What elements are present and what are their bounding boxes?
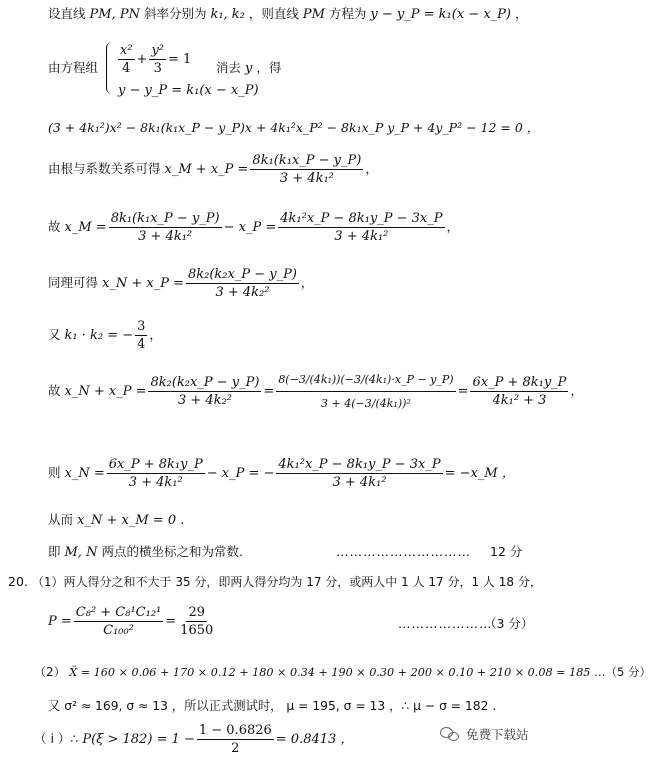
fraction bbox=[118, 44, 135, 75]
math: − x_P = − bbox=[206, 466, 275, 481]
den: 2 bbox=[231, 741, 240, 756]
den: 3 + 4k₁² bbox=[128, 475, 183, 490]
line-1 bbox=[48, 8, 527, 21]
score-3: （3 分） bbox=[484, 616, 534, 631]
math: P(ξ > 182) = 1 − bbox=[82, 732, 195, 747]
text: （1）两人得分之和不大于 35 分，即两人得分均为 17 分，或两人中 1 人 17 分，1 人 18 分， bbox=[31, 575, 542, 589]
line-2-label bbox=[48, 62, 98, 75]
math: − x_P = bbox=[223, 220, 277, 235]
text: ，得 bbox=[256, 60, 282, 75]
text: ， bbox=[149, 327, 162, 343]
text: 斜率分别为 bbox=[143, 6, 207, 21]
text: ， bbox=[514, 6, 528, 21]
den: 1650 bbox=[180, 623, 214, 638]
num: 4k₁²x_P − 8k₁y_P − 3x_P bbox=[278, 457, 441, 472]
num: y² bbox=[151, 43, 165, 58]
fraction bbox=[109, 212, 222, 243]
score-5: …（5 分） bbox=[593, 665, 651, 679]
num: x² bbox=[120, 43, 133, 58]
eliminate-y bbox=[216, 62, 281, 75]
math: X̄ = 160 × 0.06 + 170 × 0.12 + 180 × 0.34 + 190 × 0.30 + 200 × 0.10 + 210 × 0.08 = 185 bbox=[69, 666, 591, 679]
rhs: = 1 bbox=[168, 52, 192, 67]
math: y − y_P = k₁(x − x_P) bbox=[370, 7, 511, 22]
system-eq1: $\frac{\text{x²}}{4}$ + $\frac{\text{y²}}{3}$ = 1 bbox=[120, 43, 192, 76]
num: 6x_P + 8k₁y_P bbox=[472, 375, 567, 390]
text: 故 bbox=[48, 383, 61, 399]
text: 故 bbox=[48, 219, 61, 235]
text: ， bbox=[300, 275, 314, 291]
fraction bbox=[149, 44, 166, 75]
text: 又 bbox=[48, 327, 61, 343]
text: 同理可得 bbox=[48, 275, 99, 291]
math: x_M = bbox=[64, 220, 107, 235]
score-dots: ………………… bbox=[398, 616, 493, 631]
math: y bbox=[245, 61, 253, 76]
num: 4k₁²x_P − 8k₁y_P − 3x_P bbox=[280, 211, 443, 226]
watermark bbox=[440, 725, 529, 743]
num: 29 bbox=[188, 605, 205, 620]
math: k₁ · k₂ = − bbox=[64, 328, 134, 343]
math: = bbox=[263, 384, 275, 399]
fraction bbox=[278, 212, 444, 243]
fraction bbox=[276, 458, 442, 489]
wechat-icon bbox=[440, 727, 460, 741]
line-5 bbox=[48, 212, 459, 243]
math: P = bbox=[48, 614, 72, 629]
den: 3 bbox=[153, 61, 162, 76]
q20-part-i bbox=[34, 724, 353, 755]
math: = −x_M ， bbox=[444, 466, 515, 481]
text: 消去 bbox=[216, 60, 242, 75]
text: 由根与系数关系可得 bbox=[48, 161, 161, 177]
den: C₁₀₀² bbox=[103, 623, 134, 638]
fraction bbox=[135, 320, 147, 351]
math: x_N = bbox=[64, 466, 105, 481]
den: 3 + 4k₁² bbox=[332, 475, 387, 490]
line-8 bbox=[48, 370, 583, 413]
system-brace bbox=[106, 42, 115, 94]
text: ， bbox=[365, 161, 378, 177]
big-fraction bbox=[276, 370, 455, 413]
line-11 bbox=[48, 546, 243, 559]
num: 8k₁(k₁x_P − y_P) bbox=[252, 153, 362, 168]
text: 两点的横坐标之和为常数. bbox=[101, 544, 243, 559]
den: 3 + 4k₁² bbox=[138, 229, 193, 244]
math: x_N + x_M = 0 . bbox=[77, 513, 185, 528]
num: C₈² + C₈¹C₁₂¹ bbox=[75, 605, 162, 620]
text: ， bbox=[570, 383, 583, 399]
system-eq2: y − y_P = k₁(x − x_P) bbox=[118, 83, 259, 98]
score-dots: ………………………… bbox=[336, 544, 471, 559]
num: 3 bbox=[137, 319, 146, 334]
q20-line-1 bbox=[8, 576, 542, 589]
math: x_N + x_P = bbox=[64, 384, 147, 399]
den: 3 + 4k₂² bbox=[177, 393, 232, 408]
line-7 bbox=[48, 320, 162, 351]
fraction bbox=[74, 606, 163, 637]
question-number: 20. bbox=[8, 574, 28, 589]
line-10 bbox=[48, 514, 184, 527]
line-9 bbox=[48, 458, 515, 489]
den: 4 bbox=[137, 337, 146, 352]
text: （2） bbox=[34, 665, 66, 679]
num: 8(−3/(4k₁))(−3/(4k₁)·x_P − y_P) bbox=[276, 370, 455, 392]
den: 4k₁² + 3 bbox=[492, 393, 547, 408]
den: 3 + 4k₁² bbox=[334, 229, 389, 244]
text: 由方程组 bbox=[48, 60, 99, 75]
num: 6x_P + 8k₁y_P bbox=[108, 457, 203, 472]
math: x_N + x_P = bbox=[102, 276, 184, 291]
q20-probability bbox=[48, 606, 217, 637]
math: = bbox=[165, 614, 177, 629]
q20-sigma: 又 σ² ≈ 169, σ ≈ 13 ，所以正式测试时， μ = 195, σ = 13 ，∴ μ − σ = 182 . bbox=[48, 699, 497, 713]
math: x_M + x_P = bbox=[164, 162, 249, 177]
math: PM, PN bbox=[89, 7, 140, 22]
text: 从而 bbox=[48, 512, 74, 527]
math: k₁, k₂ bbox=[210, 7, 245, 22]
fraction bbox=[250, 154, 363, 185]
fraction bbox=[148, 376, 261, 407]
line-4 bbox=[48, 154, 378, 185]
num: 1 − 0.6826 bbox=[198, 723, 272, 738]
den: 3 + 4k₂² bbox=[215, 285, 270, 300]
num: 8k₂(k₂x_P − y_P) bbox=[187, 267, 297, 282]
fraction bbox=[186, 268, 299, 299]
text: ， bbox=[446, 219, 460, 235]
score-12: 12 分 bbox=[490, 544, 523, 559]
line-6 bbox=[48, 268, 313, 299]
text: ，则直线 bbox=[248, 6, 299, 21]
text: 方程为 bbox=[328, 6, 367, 21]
fraction bbox=[470, 376, 568, 407]
watermark-text: 免费下载站 bbox=[466, 727, 529, 742]
den: 4 bbox=[122, 61, 131, 76]
num: 8k₂(k₂x_P − y_P) bbox=[150, 375, 260, 390]
den: 3 + 4k₁² bbox=[279, 171, 334, 186]
num: 8k₁(k₁x_P − y_P) bbox=[110, 211, 220, 226]
text: （ i ）∴ bbox=[34, 731, 79, 747]
line-3-quadratic: (3 + 4k₁²)x² − 8k₁(k₁x_P − y_P)x + 4k₁²x_P² − 8k₁x_P y_P + 4y_P² − 12 = 0 ， bbox=[48, 120, 540, 135]
fraction bbox=[178, 606, 215, 637]
fraction bbox=[197, 724, 274, 755]
math: = bbox=[457, 384, 469, 399]
text: 则 bbox=[48, 465, 61, 481]
math: PM bbox=[302, 7, 325, 22]
fraction bbox=[107, 458, 205, 489]
math: = 0.8413 ， bbox=[275, 732, 354, 747]
den: 3 + 4(−3/(4k₁))² bbox=[321, 397, 411, 410]
text: 即 bbox=[48, 544, 61, 559]
text: 设直线 bbox=[48, 6, 86, 21]
math: M, N bbox=[64, 545, 98, 560]
q20-part-2 bbox=[34, 666, 651, 679]
